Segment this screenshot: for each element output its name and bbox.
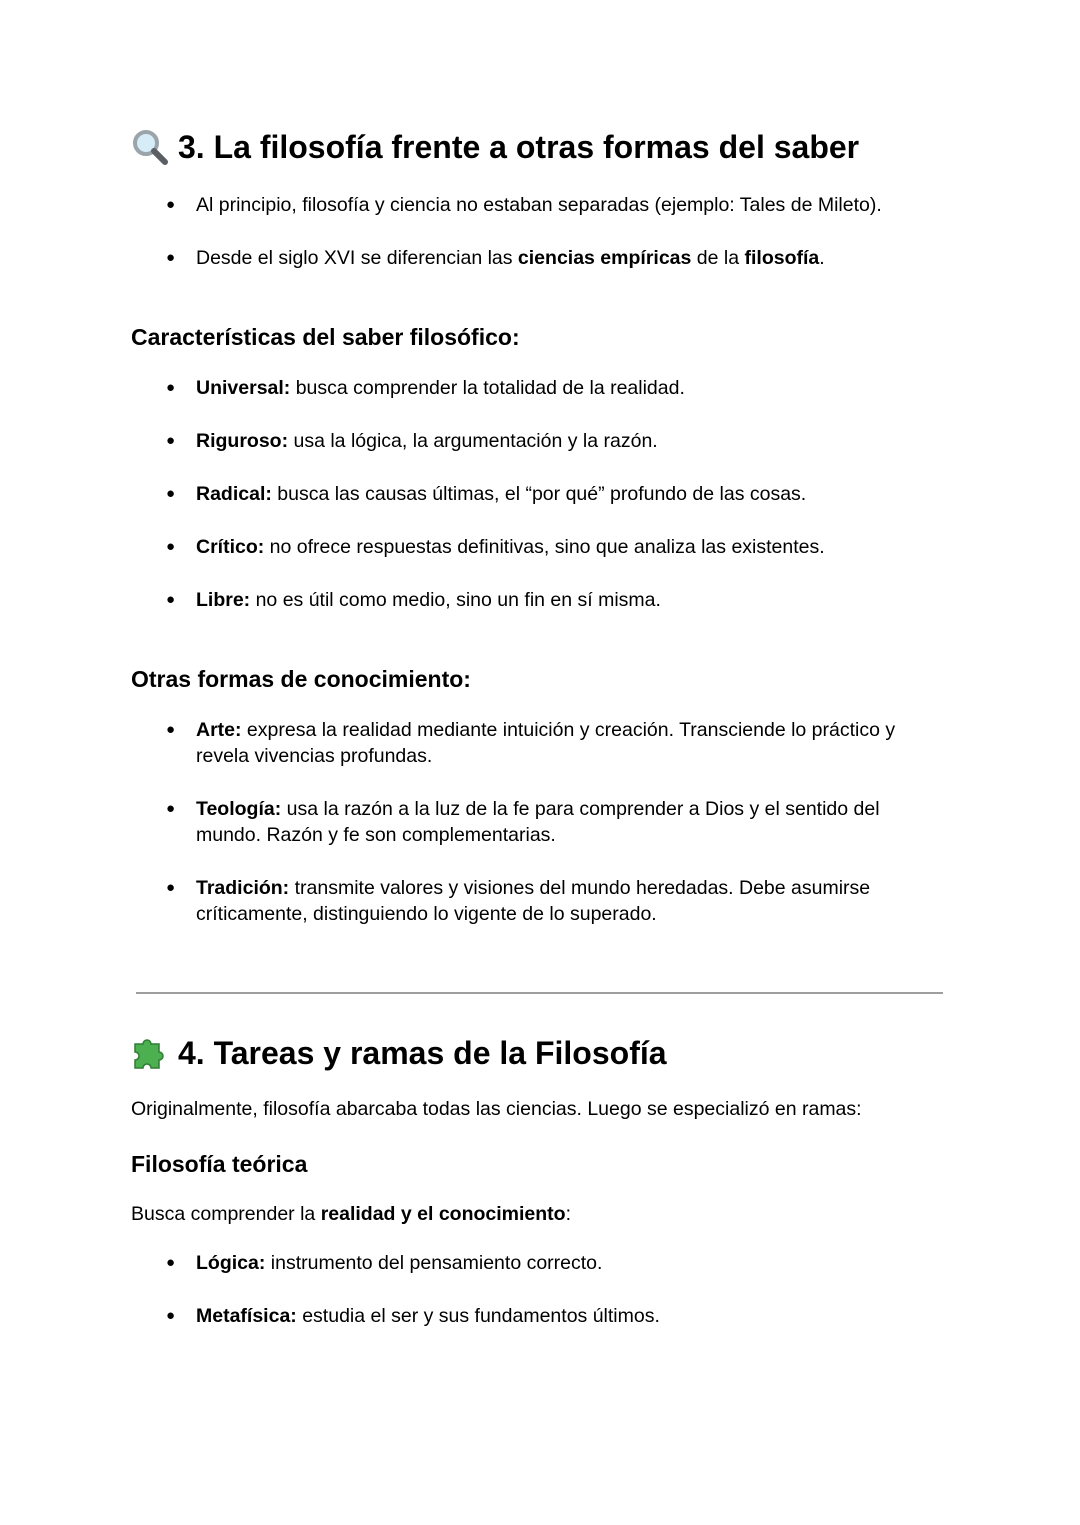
section-3-title: 3. La filosofía frente a otras formas del saber: [178, 128, 860, 165]
list-item: ● Lógica: instrumento del pensamiento correcto.: [166, 1252, 603, 1274]
section-divider: [136, 992, 943, 994]
list-item: ● Universal: busca comprender la totalidad de la realidad.: [166, 377, 685, 399]
bullet-icon: ●: [166, 879, 176, 896]
list-item: ● Riguroso: usa la lógica, la argumentación y la razón.: [166, 430, 658, 452]
intro-list: [131, 192, 921, 271]
section-3-heading: [131, 128, 859, 166]
bullet-icon: ●: [166, 432, 176, 449]
bullet-icon: ●: [166, 538, 176, 555]
bullet-icon: ●: [166, 1254, 176, 1271]
bullet-icon: ●: [166, 249, 176, 266]
bullet-icon: ●: [166, 485, 176, 502]
section-4-title: 4. Tareas y ramas de la Filosofía: [178, 1034, 667, 1071]
theoretical-list: [131, 1250, 921, 1329]
list-item: ● Desde el siglo XVI se diferencian las ciencias empíricas de la filosofía.: [166, 247, 825, 269]
magnifying-glass-icon: [131, 128, 169, 166]
bullet-icon: ●: [166, 379, 176, 396]
bullet-icon: ●: [166, 1307, 176, 1324]
other-forms-list: [131, 717, 921, 927]
bullet-icon: ●: [166, 196, 176, 213]
bullet-icon: ●: [166, 800, 176, 817]
list-item: ● Libre: no es útil como medio, sino un fin en sí misma.: [166, 589, 661, 611]
list-item: ● Al principio, filosofía y ciencia no estaban separadas (ejemplo: Tales de Mileto).: [166, 194, 882, 216]
theoretical-heading: Filosofía teórica: [131, 1151, 308, 1177]
list-item: ● Crítico: no ofrece respuestas definitivas, sino que analiza las existentes.: [166, 536, 825, 558]
bullet-icon: ●: [166, 721, 176, 738]
theoretical-intro: Busca comprender la realidad y el conocimiento:: [131, 1203, 572, 1225]
list-item: ● Tradición: transmite valores y visiones del mundo heredadas. Debe asumirse críticamente, distinguiendo lo vigente de lo superado.: [166, 877, 871, 925]
list-item: ● Teología: usa la razón a la luz de la fe para comprender a Dios y el sentido del mundo. Razón y fe son complementarias.: [166, 798, 880, 846]
list-item: ● Arte: expresa la realidad mediante intuición y creación. Transciende lo práctico y revela vivencias profundas.: [166, 719, 896, 767]
other-forms-heading: Otras formas de conocimiento:: [131, 666, 471, 692]
bullet-icon: ●: [166, 591, 176, 608]
list-item: ● Metafísica: estudia el ser y sus fundamentos últimos.: [166, 1305, 660, 1327]
section-4-heading: [131, 1034, 667, 1072]
characteristics-list: [131, 375, 921, 613]
characteristics-heading: Características del saber filosófico:: [131, 324, 520, 350]
list-item: ● Radical: busca las causas últimas, el “por qué” profundo de las cosas.: [166, 483, 807, 505]
puzzle-piece-icon: [131, 1034, 169, 1072]
section-4-intro: Originalmente, filosofía abarcaba todas las ciencias. Luego se especializó en ramas:: [131, 1098, 862, 1120]
